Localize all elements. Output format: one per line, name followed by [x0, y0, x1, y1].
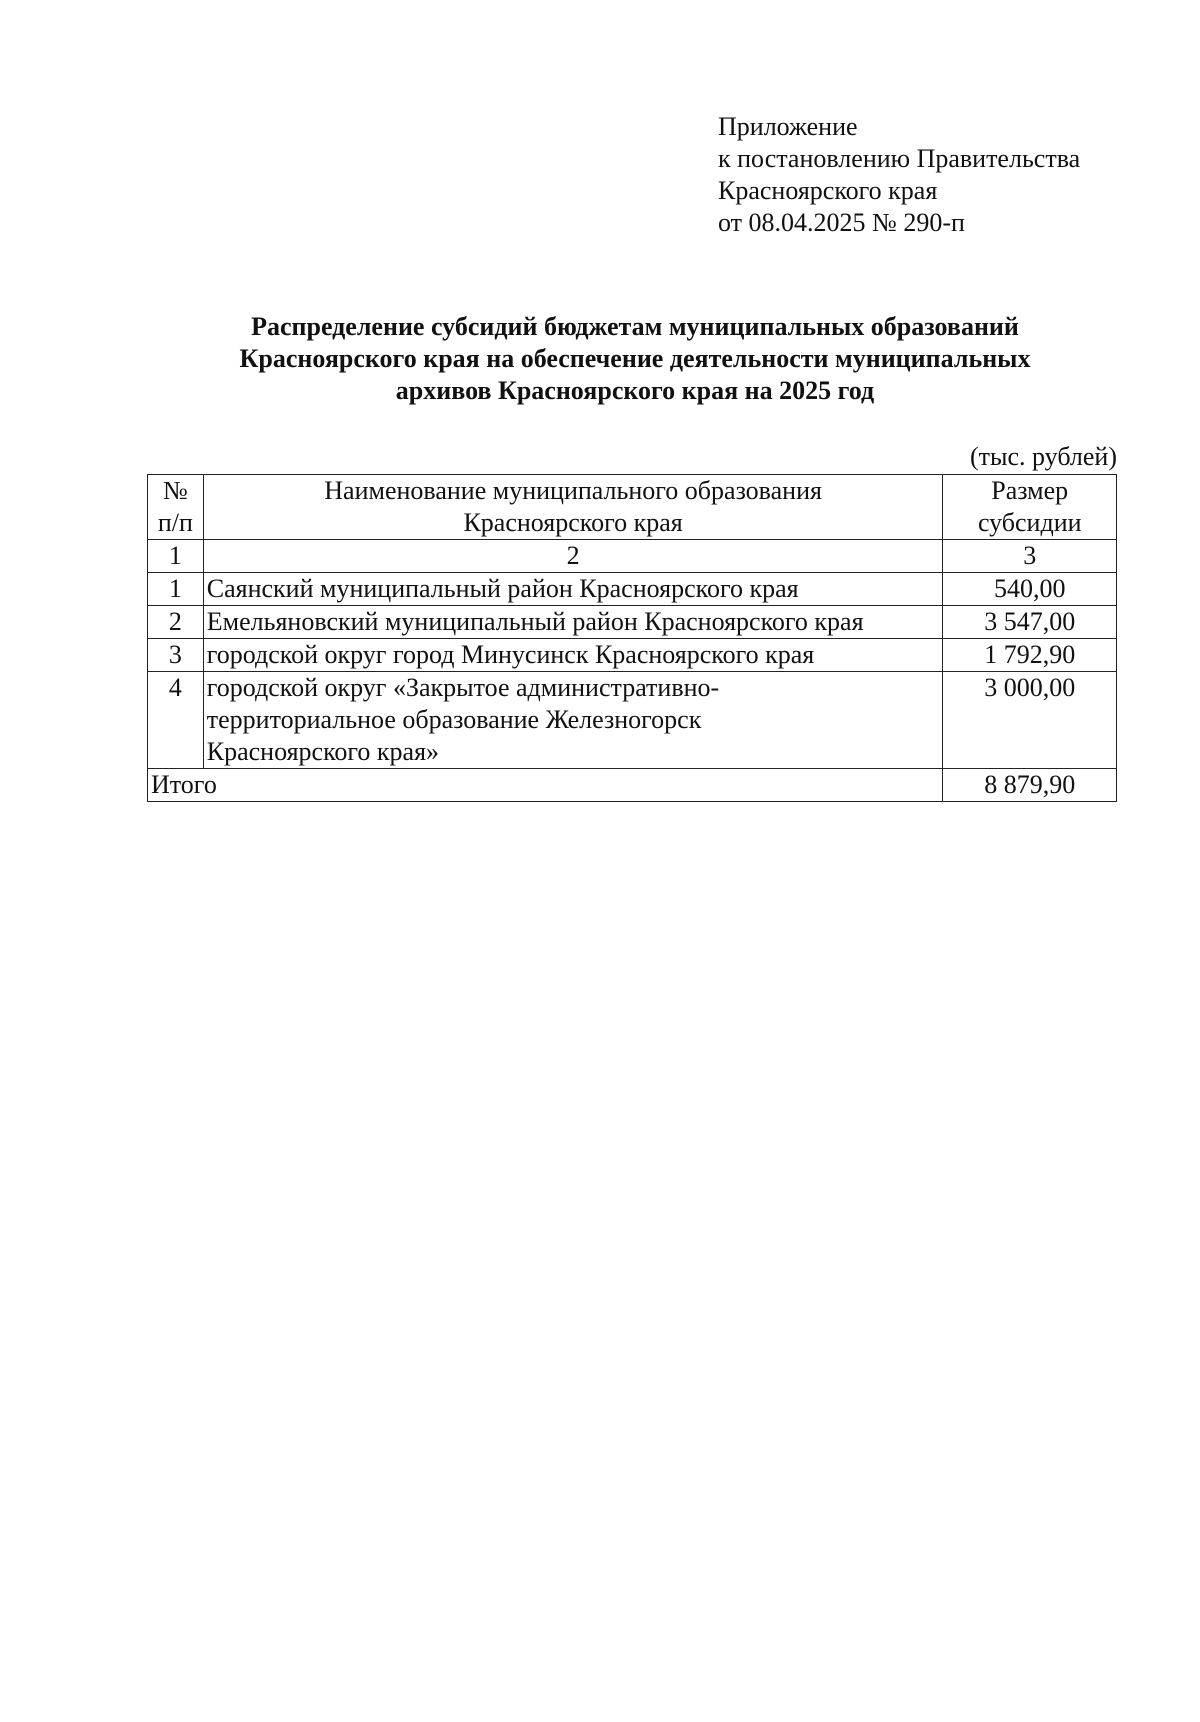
row-amount-cell: 540,00: [943, 573, 1117, 606]
title-line: архивов Красноярского края на 2025 год: [395, 376, 875, 405]
row-name-cell: Саянский муниципальный район Красноярского края: [203, 573, 943, 606]
header-name-line: Красноярского края: [463, 508, 683, 537]
subsidy-table: [147, 474, 1117, 802]
title-line: Распределение субсидий бюджетам муниципальных образований: [251, 312, 1019, 341]
total-row: [148, 769, 1117, 802]
table-row: [148, 573, 1117, 606]
appendix-block: [718, 111, 1080, 239]
appendix-date-number: от 08.04.2025 № 290-п: [718, 208, 965, 237]
appendix-line: к постановлению Правительства: [718, 144, 1081, 173]
header-name-line: Наименование муниципального образования: [324, 476, 822, 505]
row-name-cell: городской округ город Минусинск Красноярского края: [203, 639, 943, 672]
row-amount-cell: 3 000,00: [943, 672, 1117, 769]
row-amount-cell: 3 547,00: [943, 606, 1117, 639]
appendix-line: Красноярского края: [718, 176, 938, 205]
header-amount-cell: [943, 475, 1117, 540]
row-num-cell: 3: [148, 639, 204, 672]
header-num-abbr: п/п: [157, 508, 193, 537]
row-num-cell: 2: [148, 606, 204, 639]
header-name-cell: [203, 475, 943, 540]
appendix-line: Приложение: [718, 112, 858, 141]
total-label-cell: Итого: [148, 769, 943, 802]
row-name-line: Красноярского края»: [206, 737, 440, 766]
column-number-cell: 3: [943, 540, 1117, 573]
row-num-cell: 4: [148, 672, 204, 769]
row-name-cell: [203, 672, 943, 769]
title-line: Красноярского края на обеспечение деятельности муниципальных: [239, 344, 1031, 373]
table-row: [148, 639, 1117, 672]
header-num-symbol: №: [162, 476, 188, 505]
table-header-row: [148, 475, 1117, 540]
header-amount-line: Размер: [991, 476, 1069, 505]
units-label: (тыс. рублей): [969, 442, 1117, 471]
column-number-cell: 1: [148, 540, 204, 573]
row-name-line: территориальное образование Железногорск: [206, 705, 702, 734]
total-amount-cell: 8 879,90: [943, 769, 1117, 802]
table-row: [148, 606, 1117, 639]
row-num-cell: 1: [148, 573, 204, 606]
row-name-line: городской округ «Закрытое административно-: [206, 673, 720, 702]
column-number-cell: 2: [203, 540, 943, 573]
header-num-cell: [148, 475, 204, 540]
column-number-row: [148, 540, 1117, 573]
table-row: [148, 672, 1117, 769]
document-title: [150, 311, 1120, 407]
row-name-cell: Емельяновский муниципальный район Красноярского края: [203, 606, 943, 639]
row-amount-cell: 1 792,90: [943, 639, 1117, 672]
header-amount-line: субсидии: [977, 508, 1082, 537]
